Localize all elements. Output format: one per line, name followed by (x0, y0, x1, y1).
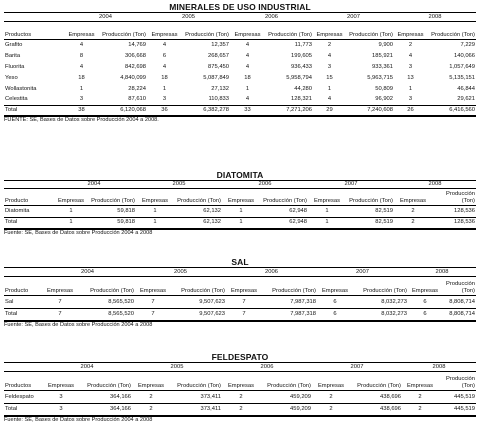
cell-empresas: 2 (132, 391, 170, 404)
year-header: 2005 (147, 13, 230, 22)
cell-empresas: 36 (147, 106, 182, 116)
cell-produccion: 59,818 (90, 206, 136, 218)
cell-empresas: 3 (327, 63, 332, 70)
cell-produccion: 438,696 (350, 391, 402, 404)
col-header-produccion: Producción (Ton) (442, 277, 476, 296)
col-header-produccion: Producción (Ton) (346, 22, 394, 40)
cell-empresas: 6 (317, 296, 353, 309)
cell-empresas: 8 (79, 52, 84, 59)
cell-produccion: 7,987,318 (262, 309, 317, 321)
cell-empresas: 3 (79, 96, 84, 103)
cell-empresas: 2 (394, 206, 432, 218)
diatomita-title: DIATOMITA (216, 170, 264, 180)
col-header-empresas: Empresas (135, 277, 171, 296)
cell-empresas: 7 (226, 309, 262, 321)
total-row (4, 309, 476, 321)
feldespato-title: FELDESPATO (211, 352, 269, 362)
cell-empresas: 4 (245, 52, 250, 59)
row-label: Total (4, 106, 64, 116)
cell-empresas: 3 (42, 391, 80, 404)
cell-empresas: 3 (42, 404, 80, 416)
cell-produccion: 62,132 (174, 206, 222, 218)
cell-produccion: 445,519 (438, 391, 476, 404)
col-header-produccion: Producción (Ton) (432, 189, 476, 206)
cell-empresas: 15 (326, 74, 333, 81)
cell-produccion: 933,361 (372, 63, 393, 70)
cell-empresas: 29 (313, 106, 346, 116)
col-header-empresas: Empresas (226, 277, 262, 296)
year-header: 2007 (317, 268, 408, 277)
cell-produccion: 27,132 (211, 85, 229, 92)
year-header: 2004 (52, 181, 136, 189)
cell-empresas: 3 (162, 96, 167, 103)
year-header: 2007 (308, 181, 394, 189)
total-row (4, 106, 476, 116)
col-header-empresas: Empresas (317, 277, 353, 296)
cell-empresas: 2 (222, 391, 260, 404)
cell-produccion: 82,519 (346, 218, 394, 229)
table-row (4, 73, 476, 84)
cell-produccion: 6,382,278 (182, 106, 230, 116)
cell-produccion: 140,066 (454, 52, 475, 59)
col-header-produccion: Producción (Ton) (90, 189, 136, 206)
sal-table (4, 267, 476, 322)
row-label: Barita (5, 52, 21, 59)
cell-empresas: 26 (394, 106, 427, 116)
cell-produccion: 5,958,794 (286, 74, 312, 81)
row-label: Feldespato (4, 391, 42, 404)
minerales-table (4, 12, 476, 117)
row-label: Fluorita (5, 63, 25, 70)
cell-produccion: 373,411 (170, 391, 222, 404)
col-header-empresas: Empresas (40, 277, 80, 296)
col-header-produccion: Producción (Ton) (174, 189, 222, 206)
cell-produccion: 46,844 (457, 85, 475, 92)
cell-produccion: 12,357 (211, 41, 229, 48)
col-header-produccion: Producción (Ton) (260, 372, 312, 391)
col-header-empresas: Empresas (230, 22, 265, 40)
cell-empresas: 1 (52, 218, 90, 229)
table-row (4, 51, 476, 62)
cell-empresas: 6 (408, 309, 442, 321)
total-row (4, 218, 476, 229)
cell-produccion: 4,840,099 (120, 74, 146, 81)
year-header: 2006 (222, 363, 312, 372)
cell-empresas: 13 (407, 74, 414, 81)
cell-produccion: 96,902 (375, 96, 393, 103)
cell-produccion: 8,032,273 (353, 309, 408, 321)
cell-produccion: 9,507,623 (171, 296, 226, 309)
col-header-empresas: Empresas (64, 22, 99, 40)
cell-produccion: 14,769 (128, 41, 146, 48)
year-header: 2005 (132, 363, 222, 372)
year-header: 2008 (394, 181, 476, 189)
cell-produccion: 5,963,715 (367, 74, 393, 81)
cell-empresas: 1 (327, 85, 332, 92)
cell-produccion: 1,057,649 (449, 63, 475, 70)
cell-produccion: 50,809 (375, 85, 393, 92)
row-label: Grafito (5, 41, 23, 48)
cell-produccion: 128,321 (291, 96, 312, 103)
year-header: 2005 (135, 268, 226, 277)
cell-empresas: 18 (78, 74, 85, 81)
row-label: Diatomita (4, 206, 52, 218)
col-header-produccion: Producción (Ton) (350, 372, 402, 391)
cell-produccion: 9,900 (378, 41, 393, 48)
cell-empresas: 1 (136, 218, 174, 229)
col-header-produccion: Producción (Ton) (80, 277, 135, 296)
cell-empresas: 7 (226, 296, 262, 309)
row-label: Total (4, 218, 52, 229)
cell-empresas: 4 (79, 63, 84, 70)
cell-empresas: 2 (402, 391, 438, 404)
cell-produccion: 7,987,318 (262, 296, 317, 309)
year-header: 2008 (394, 13, 476, 22)
cell-produccion: 199,605 (291, 52, 312, 59)
col-header-empresas: Empresas (42, 372, 80, 391)
cell-empresas: 4 (162, 63, 167, 70)
col-header-empresas: Empresas (308, 189, 346, 206)
cell-empresas: 2 (132, 404, 170, 416)
cell-produccion: 59,818 (90, 218, 136, 229)
col-header-produccion: Producción (Ton) (353, 277, 408, 296)
col-header-empresas: Empresas (394, 22, 427, 40)
year-header: 2004 (40, 268, 135, 277)
cell-empresas: 4 (327, 52, 332, 59)
cell-produccion: 11,773 (294, 41, 312, 48)
cell-empresas: 2 (222, 404, 260, 416)
cell-produccion: 87,610 (128, 96, 146, 103)
total-row (4, 404, 476, 416)
cell-produccion: 6,416,560 (427, 106, 476, 116)
col-header-produccion: Producción (Ton) (438, 372, 476, 391)
cell-produccion: 128,536 (432, 206, 476, 218)
cell-empresas: 38 (64, 106, 99, 116)
row-label: Wollastonita (5, 85, 37, 92)
year-header: 2004 (42, 363, 132, 372)
year-header: 2008 (402, 363, 476, 372)
col-header-empresas: Empresas (136, 189, 174, 206)
col-header-produccion: Producción (Ton) (171, 277, 226, 296)
cell-empresas: 6 (317, 309, 353, 321)
year-header: 2007 (312, 363, 402, 372)
cell-empresas: 2 (312, 391, 350, 404)
feldespato-section (4, 352, 476, 424)
cell-produccion: 306,668 (125, 52, 146, 59)
cell-produccion: 28,224 (128, 85, 146, 92)
minerales-source: FUENTE: SE, Bases de Datos sobre Producción 2004 a 2008. (4, 116, 159, 123)
col-header-productos: Productos (4, 372, 42, 391)
cell-empresas: 4 (79, 41, 84, 48)
col-header-produccion: Producción (Ton) (182, 22, 230, 40)
col-header-empresas: Empresas (132, 372, 170, 391)
row-label: Celestita (5, 96, 28, 103)
cell-empresas: 1 (222, 218, 260, 229)
col-header-productos: Productos (4, 22, 64, 40)
col-header-empresas: Empresas (408, 277, 442, 296)
year-header: 2004 (64, 13, 147, 22)
cell-produccion: 842,698 (125, 63, 146, 70)
row-label: Total (4, 404, 42, 416)
col-header-produccion: Producción (Ton) (99, 22, 147, 40)
year-header: 2005 (136, 181, 222, 189)
cell-produccion: 459,209 (260, 404, 312, 416)
cell-produccion: 875,450 (208, 63, 229, 70)
cell-empresas: 1 (408, 85, 413, 92)
year-header: 2006 (222, 181, 308, 189)
cell-produccion: 7,229 (460, 41, 475, 48)
cell-produccion: 128,536 (432, 218, 476, 229)
cell-produccion: 445,519 (438, 404, 476, 416)
year-header: 2007 (313, 13, 394, 22)
cell-empresas: 6 (408, 296, 442, 309)
cell-empresas: 4 (245, 41, 250, 48)
cell-produccion: 459,209 (260, 391, 312, 404)
cell-produccion: 936,433 (291, 63, 312, 70)
minerales-title: MINERALES DE USO INDUSTRIAL (169, 2, 311, 12)
cell-produccion: 438,696 (350, 404, 402, 416)
cell-produccion: 29,621 (457, 96, 475, 103)
diatomita-section (4, 170, 476, 237)
col-header-empresas: Empresas (313, 22, 346, 40)
col-header-empresas: Empresas (312, 372, 350, 391)
cell-empresas: 2 (312, 404, 350, 416)
col-header-empresas: Empresas (147, 22, 182, 40)
table-row (4, 206, 476, 218)
col-header-empresas: Empresas (52, 189, 90, 206)
row-label: Total (4, 309, 40, 321)
cell-produccion: 364,166 (80, 404, 132, 416)
cell-empresas: 2 (327, 41, 332, 48)
cell-produccion: 268,657 (208, 52, 229, 59)
cell-produccion: 364,166 (80, 391, 132, 404)
cell-produccion: 6,120,068 (99, 106, 147, 116)
cell-empresas: 2 (408, 41, 413, 48)
cell-produccion: 7,240,608 (346, 106, 394, 116)
cell-empresas: 7 (40, 309, 80, 321)
year-header: 2006 (226, 268, 317, 277)
cell-produccion: 44,280 (294, 85, 312, 92)
feldespato-source: Fuente: SE, Bases de Datos sobre Producción 2004 a 2008 (4, 416, 153, 423)
feldespato-table (4, 362, 476, 417)
cell-empresas: 6 (162, 52, 167, 59)
table-row (4, 296, 476, 309)
cell-produccion: 7,271,206 (265, 106, 313, 116)
cell-empresas: 1 (308, 218, 346, 229)
cell-produccion: 8,808,714 (442, 296, 476, 309)
col-header-produccion: Producción (Ton) (265, 22, 313, 40)
cell-produccion: 5,135,151 (449, 74, 475, 81)
sal-section (4, 257, 476, 329)
cell-produccion: 5,087,849 (203, 74, 229, 81)
cell-empresas: 4 (327, 96, 332, 103)
year-header: 2006 (230, 13, 313, 22)
cell-empresas: 4 (408, 52, 413, 59)
cell-produccion: 62,948 (260, 206, 308, 218)
cell-produccion: 62,948 (260, 218, 308, 229)
sal-source: Fuente: SE, Bases de Datos sobre Producción 2004 a 2008 (4, 321, 153, 328)
cell-produccion: 82,519 (346, 206, 394, 218)
cell-empresas: 18 (161, 74, 168, 81)
cell-empresas: 1 (136, 206, 174, 218)
cell-empresas: 1 (222, 206, 260, 218)
cell-empresas: 7 (40, 296, 80, 309)
col-header-produccion: Producción (Ton) (170, 372, 222, 391)
cell-empresas: 33 (230, 106, 265, 116)
col-header-produccion: Producción (Ton) (260, 189, 308, 206)
table-row (4, 95, 476, 106)
cell-produccion: 373,411 (170, 404, 222, 416)
cell-empresas: 1 (162, 85, 167, 92)
year-header: 2008 (408, 268, 476, 277)
cell-empresas: 1 (245, 85, 250, 92)
row-label: Yeso (5, 74, 18, 81)
table-row (4, 391, 476, 404)
row-label: Sal (4, 296, 40, 309)
col-header-produccion: Producción (Ton) (80, 372, 132, 391)
cell-empresas: 7 (135, 296, 171, 309)
cell-empresas: 4 (245, 63, 250, 70)
cell-produccion: 8,565,520 (80, 296, 135, 309)
cell-empresas: 1 (308, 206, 346, 218)
cell-empresas: 2 (394, 218, 432, 229)
cell-empresas: 1 (79, 85, 84, 92)
cell-produccion: 9,507,623 (171, 309, 226, 321)
table-row (4, 62, 476, 73)
cell-produccion: 8,808,714 (442, 309, 476, 321)
col-header-empresas: Empresas (222, 372, 260, 391)
minerales-section (4, 2, 476, 124)
cell-empresas: 2 (402, 404, 438, 416)
cell-produccion: 62,132 (174, 218, 222, 229)
table-row (4, 40, 476, 51)
col-header-empresas: Empresas (402, 372, 438, 391)
cell-produccion: 110,833 (208, 96, 229, 103)
col-header-empresas: Empresas (222, 189, 260, 206)
cell-produccion: 185,921 (372, 52, 393, 59)
cell-produccion: 8,032,273 (353, 296, 408, 309)
col-header-produccion: Producción (Ton) (262, 277, 317, 296)
col-header-empresas: Empresas (394, 189, 432, 206)
cell-empresas: 4 (162, 41, 167, 48)
diatomita-source: Fuente: SE, Bases de Datos sobre Producción 2004 a 2008 (4, 229, 153, 236)
cell-empresas: 4 (245, 96, 250, 103)
diatomita-table (4, 180, 476, 230)
col-header-produccion: Producción (Ton) (427, 22, 476, 40)
cell-produccion: 8,565,520 (80, 309, 135, 321)
cell-empresas: 3 (408, 63, 413, 70)
sal-title: SAL (231, 257, 249, 267)
col-header-produccion: Producción (Ton) (346, 189, 394, 206)
col-header-producto: Producto (4, 189, 52, 206)
cell-empresas: 1 (52, 206, 90, 218)
table-row (4, 84, 476, 95)
col-header-producto: Producto (4, 277, 40, 296)
cell-empresas: 7 (135, 309, 171, 321)
cell-empresas: 18 (244, 74, 251, 81)
cell-empresas: 3 (408, 96, 413, 103)
